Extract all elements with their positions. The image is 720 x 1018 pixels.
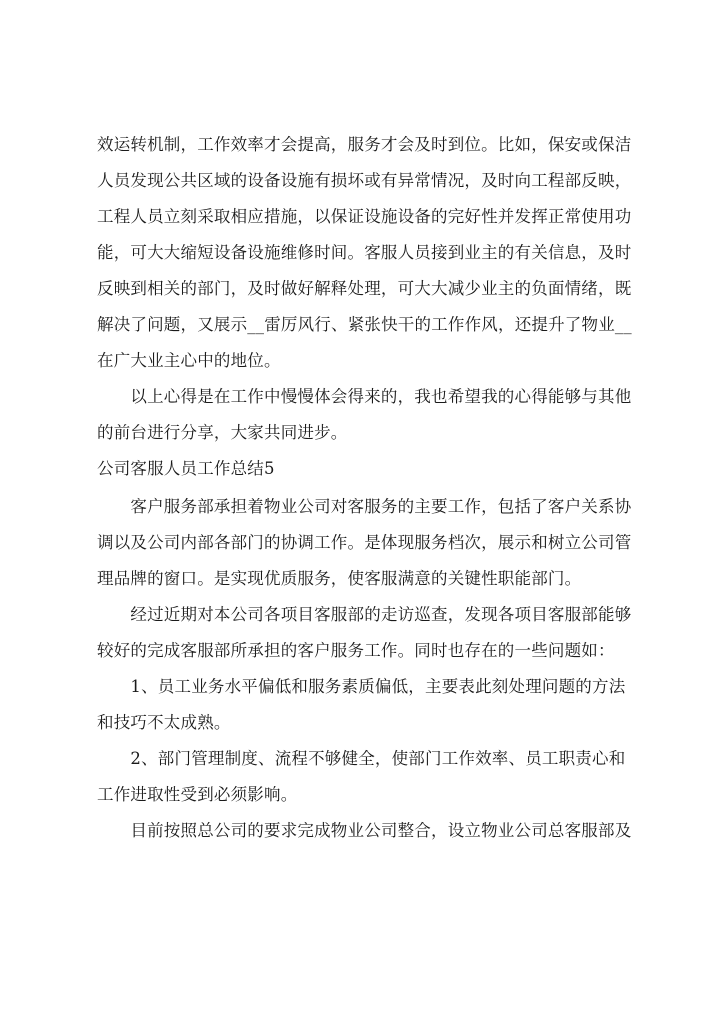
text-line: 经过近期对本公司各项目客服部的走访巡查，发现各项目客服部能够 [97,605,632,624]
section-heading: 公司客服人员工作总结5 [97,459,275,478]
text-line: 2、部门管理制度、流程不够健全，使部门工作效率、员工职责心和 [97,749,626,768]
text-line: 以上心得是在工作中慢慢体会得来的，我也希望我的心得能够与其他 [97,387,632,406]
text-line: 能，可大大缩短设备设施维修时间。客服人员接到业主的有关信息，及时 [97,243,632,262]
text-line: 解决了问题，又展示__雷厉风行、紧张快干的工作作风，还提升了物业__ [97,315,632,334]
text-line: 工作进取性受到必须影响。 [97,785,298,804]
text-line: 客户服务部承担着物业公司对客服务的主要工作，包括了客户关系协 [97,497,632,516]
text-line: 1、员工业务水平偏低和服务素质偏低，主要表此刻处理问题的方法 [97,677,626,696]
text-line: 调以及公司内部各部门的协调工作。是体现服务档次，展示和树立公司管 [97,533,632,552]
text-line: 理品牌的窗口。是实现优质服务，使客服满意的关键性职能部门。 [97,569,582,588]
text-line: 的前台进行分享，大家共同进步。 [97,423,348,442]
text-line: 效运转机制，工作效率才会提高，服务才会及时到位。比如，保安或保洁 [97,135,632,154]
text-line: 人员发现公共区域的设备设施有损坏或有异常情况，及时向工程部反映， [97,171,632,190]
text-line: 反映到相关的部门，及时做好解释处理，可大大减少业主的负面情绪，既 [97,279,632,298]
text-line: 工程人员立刻采取相应措施，以保证设施设备的完好性并发挥正常使用功 [97,207,632,226]
text-line: 在广大业主心中的地位。 [97,351,281,370]
text-line: 目前按照总公司的要求完成物业公司整合，设立物业公司总客服部及 [97,821,632,840]
text-line: 和技巧不太成熟。 [97,713,231,732]
text-line: 较好的完成客服部所承担的客户服务工作。同时也存在的一些问题如： [97,641,615,660]
